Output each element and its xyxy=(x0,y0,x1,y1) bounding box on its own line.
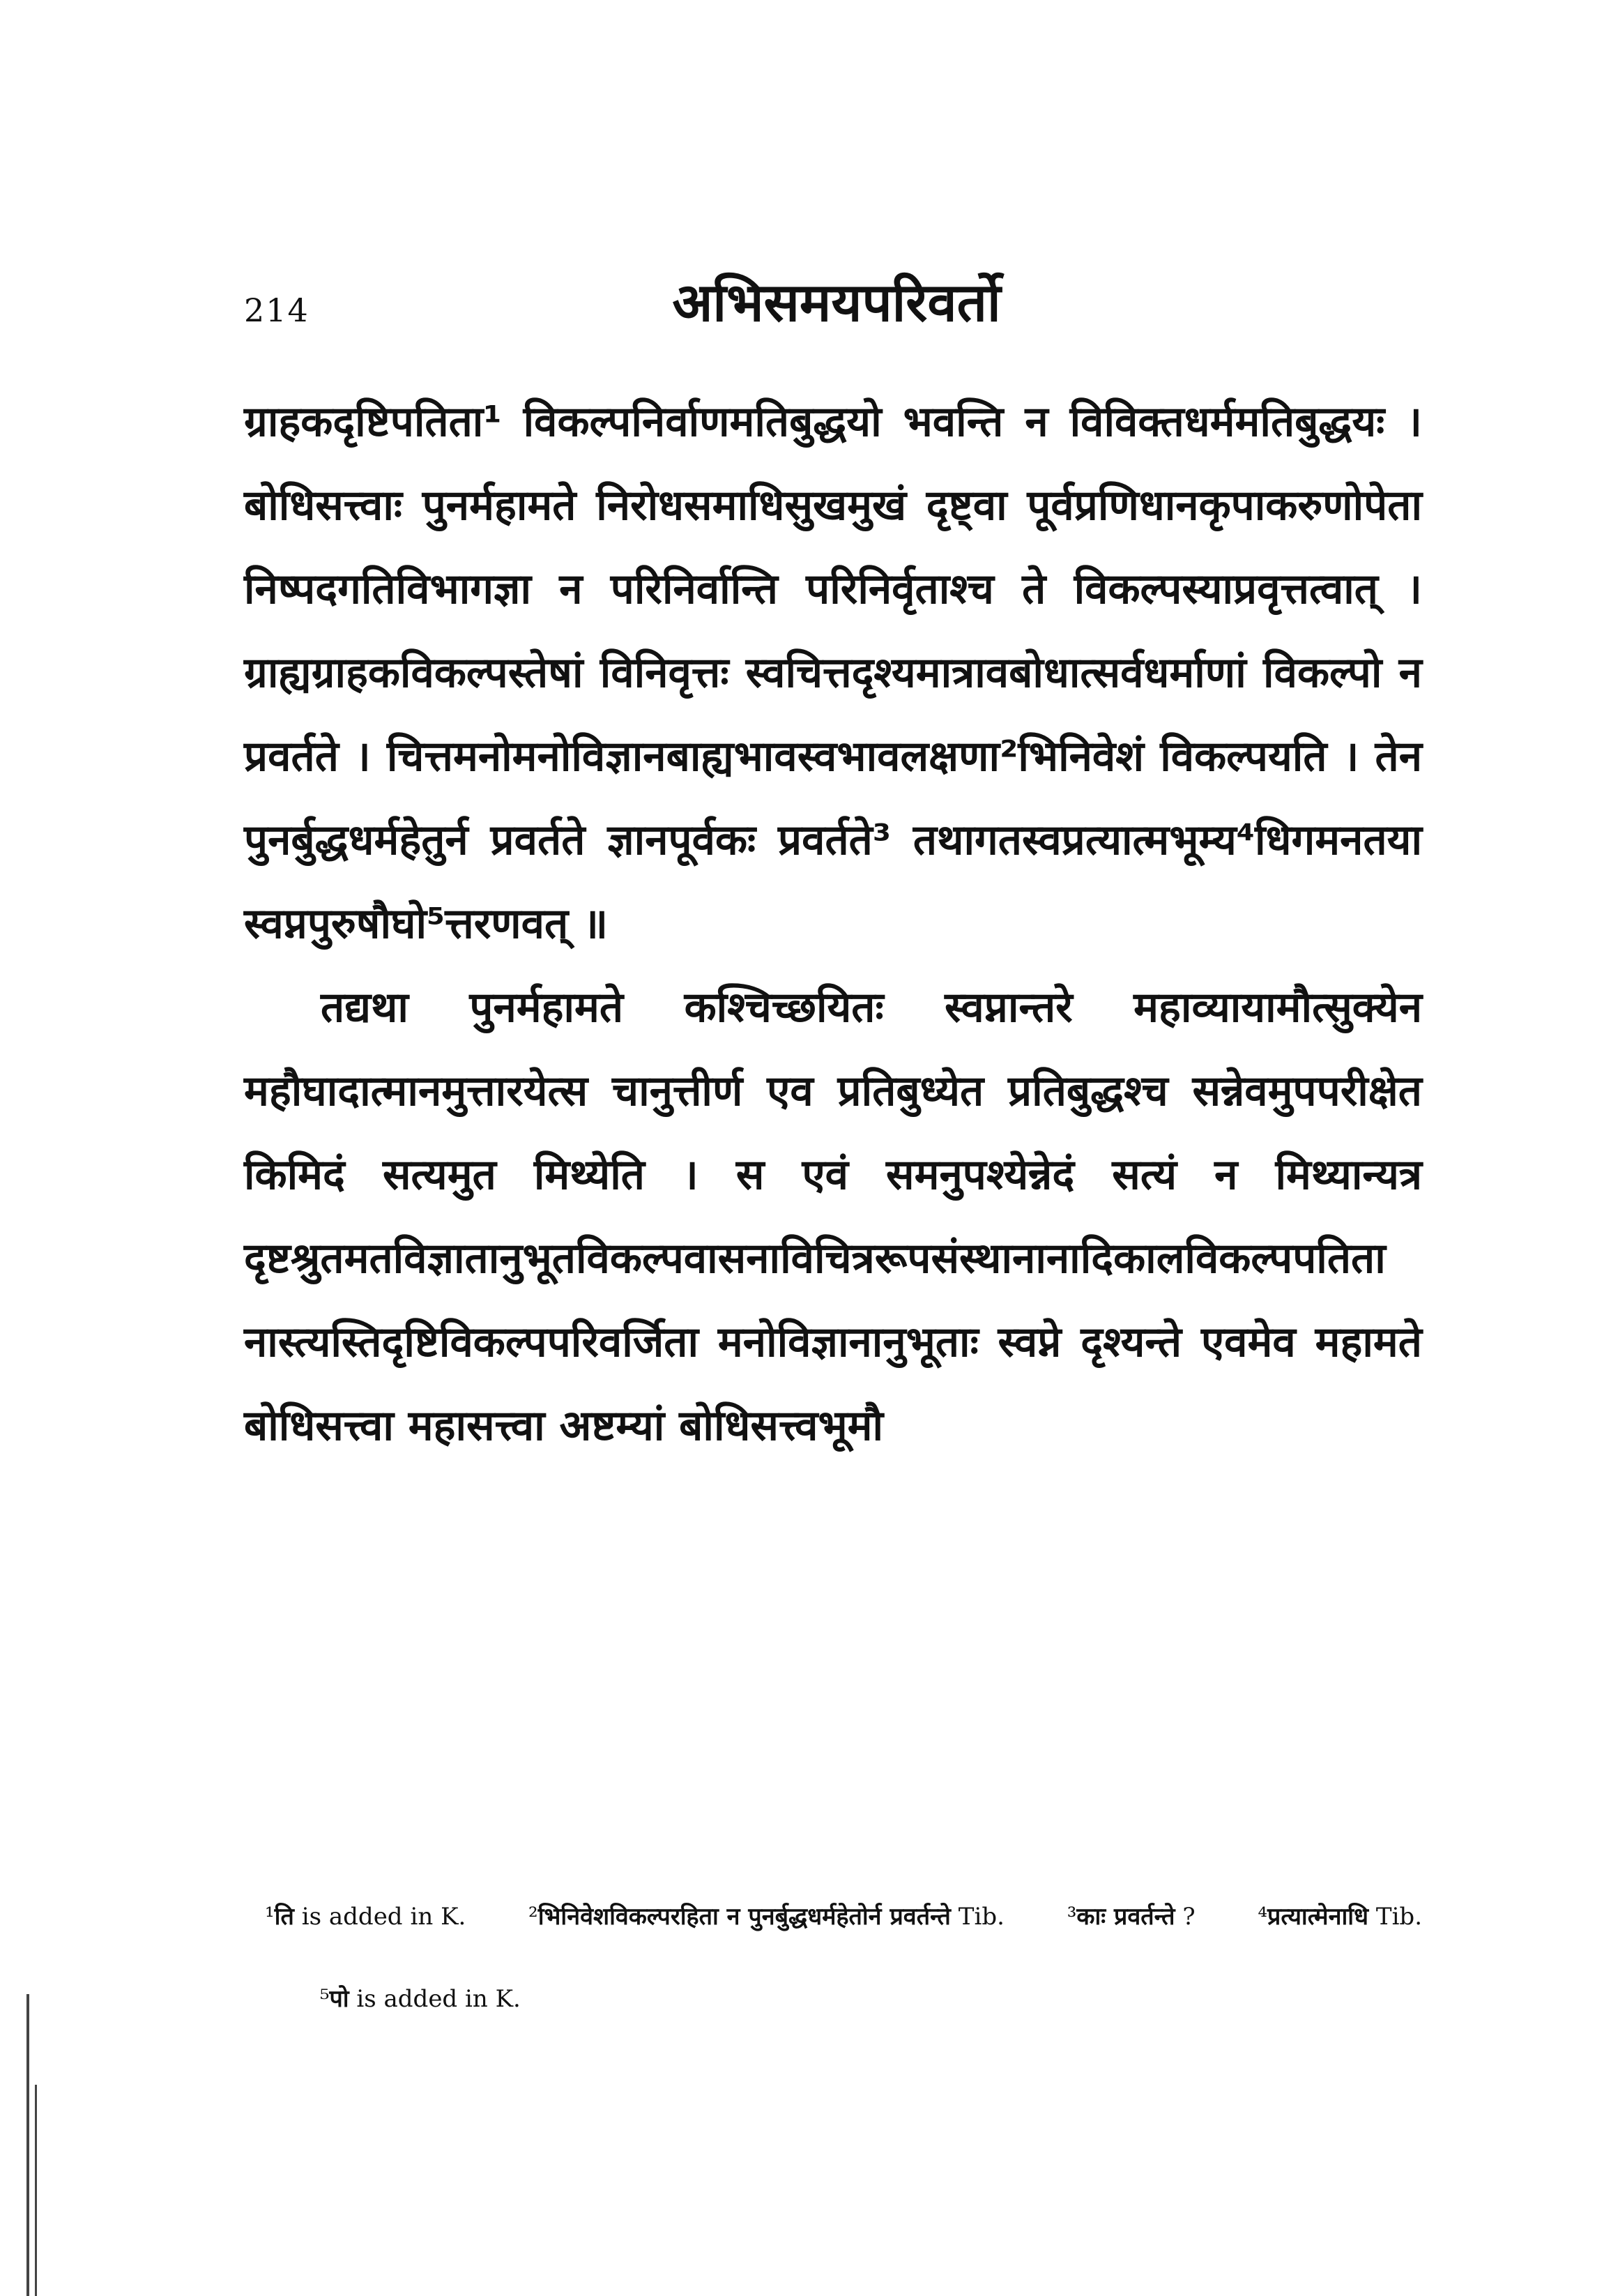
binding-edge-shadow-inner xyxy=(35,2085,37,2296)
footnote-5: ⁵पो is added in K. xyxy=(319,1985,521,2013)
body-text xyxy=(244,380,1422,1468)
paragraph-2: तद्यथा पुनर्महामते कश्चिच्छयितः स्वप्नान्तरे महाव्यायामौत्सुक्येन महौघादात्मानमुत्तारयेत्स चानुत्तीर्ण एव प्रतिबुध्येत प्रतिबुद्धश्च सन्नेवमुपपरीक्षेत किमिदं सत्यमुत मिथ्येति । स एवं समनुपश्येन्नेदं सत्यं न मिथ्यान्यत्र दृष्टश्रुतमतविज्ञातानुभूतविकल्पवासनाविचित्ररूपसंस्थानानादिकालविकल्पपतिता नास्त्यस्तिदृष्टिविकल्पपरिवर्जिता मनोविज्ञानानुभूताः स्वप्ने दृश्यन्ते एवमेव महामते बोधिसत्त्वा महासत्त्वा अष्टम्यां बोधिसत्त्वभूमौ xyxy=(244,983,1422,1450)
footnote-block xyxy=(265,1876,1422,2040)
page-number: 214 xyxy=(244,291,310,329)
footnote-2: ²भिनिवेशविकल्परहिता न पुनर्बुद्धधर्महेतोर्न प्रवर्तन्ते Tib. xyxy=(528,1903,1005,1931)
paragraph-1: ग्राहकदृष्टिपतिता¹ विकल्पनिर्वाणमतिबुद्धयो भवन्ति न विविक्तधर्ममतिबुद्धयः । बोधिसत्त्वाः पुनर्महामते निरोधसमाधिसुखमुखं दृष्ट्वा पूर्वप्रणिधानकृपाकरुणोपेता निष्पदगतिविभागज्ञा न परिनिर्वान्ति परिनिर्वृताश्च ते विकल्पस्याप्रवृत्तत्वात् । ग्राह्यग्राहकविकल्पस्तेषां विनिवृत्तः स्वचित्तदृश्यमात्रावबोधात्सर्वधर्माणां विकल्पो न प्रवर्तते । चित्तमनोमनोविज्ञानबाह्यभावस्वभावलक्षणा²भिनिवेशं विकल्पयति । तेन पुनर्बुद्धधर्महेतुर्न प्रवर्तते ज्ञानपूर्वकः प्रवर्तते³ तथागतस्वप्रत्यात्मभूम्य⁴धिगमनतया स्वप्नपुरुषौघो⁵त्तरणवत् ॥ xyxy=(244,397,1422,948)
footnote-4: ⁴प्रत्यात्मेनाधि Tib. xyxy=(1258,1903,1423,1931)
footnote-1: ¹ति is added in K. xyxy=(265,1903,466,1931)
page-header xyxy=(230,265,1443,342)
footnotes xyxy=(265,1876,1422,2040)
binding-edge-shadow xyxy=(26,1994,29,2296)
running-title: अभिसमयपरिवर्तो xyxy=(672,271,1001,333)
footnote-3: ³काः प्रवर्तन्ते ? xyxy=(1067,1903,1196,1931)
